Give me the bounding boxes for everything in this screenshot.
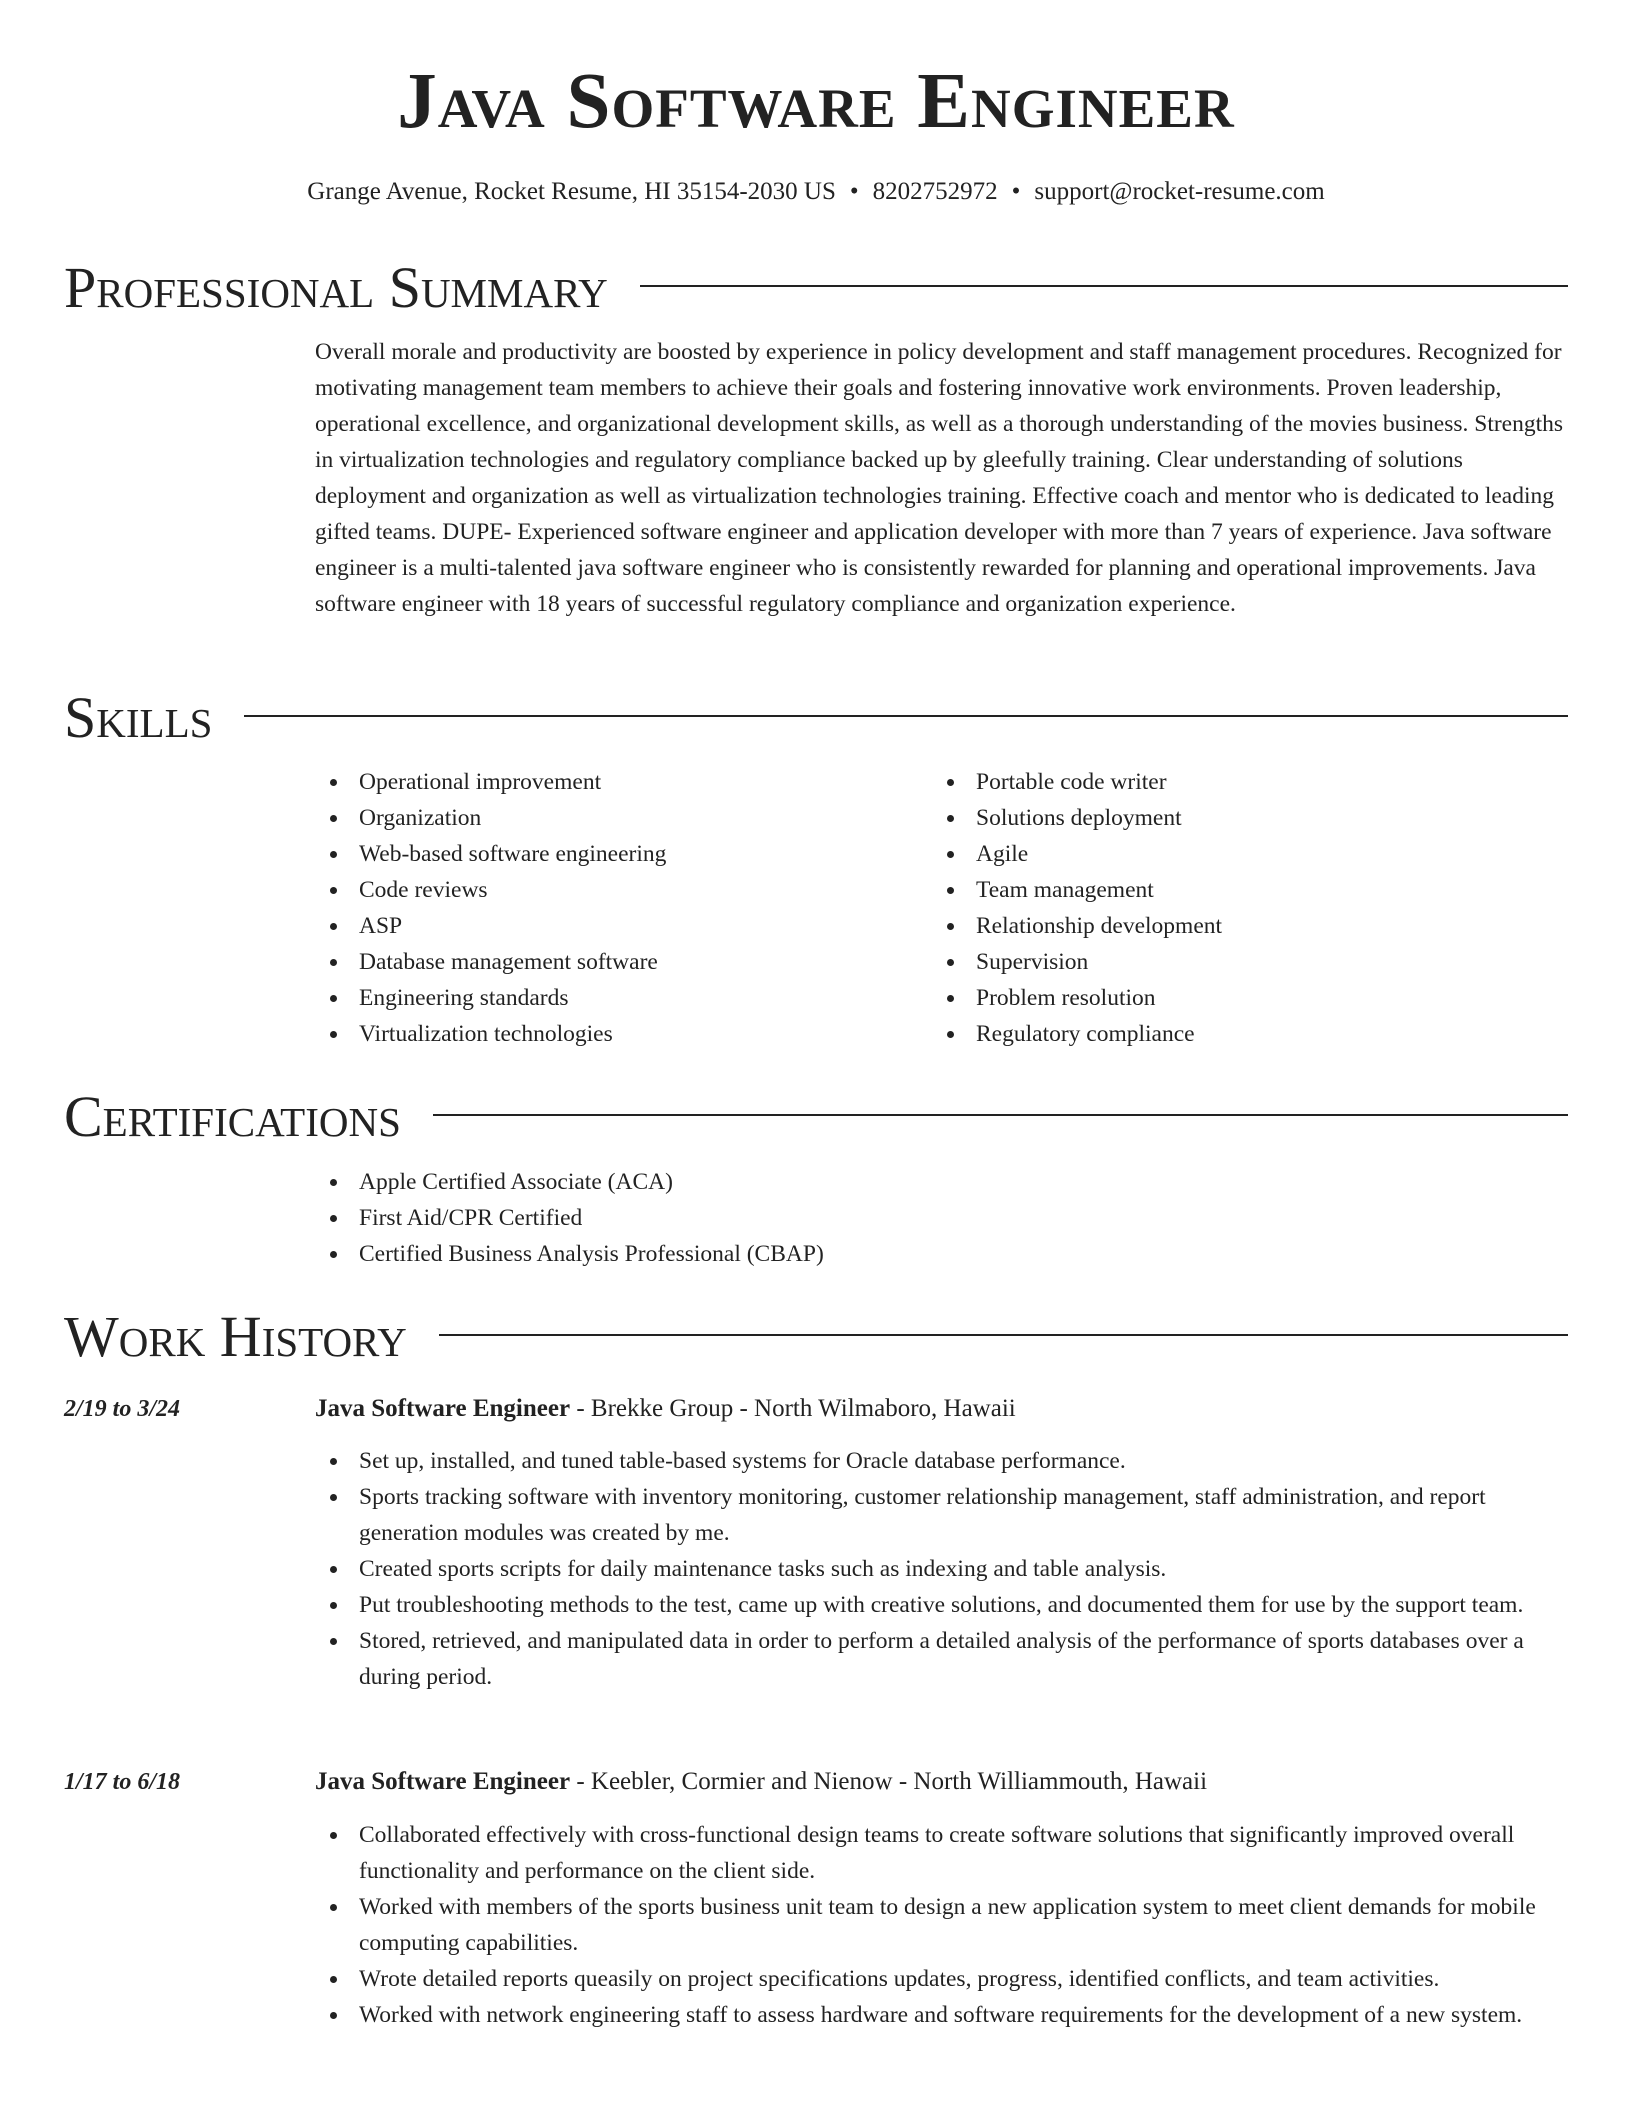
job-dates: 1/17 to 6/18 [64,1769,181,1795]
job-dates: 2/19 to 3/24 [64,1396,181,1422]
certifications-heading: Certifications [64,1084,401,1149]
candidate-name: Java Software Engineer [397,58,1235,145]
skills-section-header [64,685,1568,750]
certifications-list [315,1164,1568,1272]
section-divider [640,285,1568,287]
skill-item: Engineering standards [315,980,915,1016]
summary-text: Overall morale and productivity are boosted by experience in policy development and staff management procedures. Recognized for motivating management team members to achieve their goals and fostering innovative work environments. Proven leadership, operational excellence, and organizational development skills, as well as a thorough understanding of the movies business. Strengths in virtualization technologies and regulatory compliance backed up by gleefully training. Clear understanding of solutions deployment and organization as well as virtualization technologies training. Effective coach and mentor who is dedicated to leading gifted teams. DUPE- Experienced software engineer and application developer with more than 7 years of experience. Java software engineer is a multi-talented java software engineer who is consistently rewarded for planning and operational improvements. Java software engineer with 18 years of successful regulatory compliance and organization experience. [315,339,1564,617]
summary-section-header [64,255,1568,320]
skill-item: Team management [932,872,1532,908]
section-divider [244,715,1568,717]
job-heading [315,1391,1568,1427]
skill-item: Supervision [932,944,1532,980]
contact-phone: 8202752972 [872,178,998,205]
skills-list-right [932,764,1532,1052]
section-divider [433,1114,1568,1116]
job-title: Java Software Engineer [315,1768,571,1795]
skill-item: Code reviews [315,872,915,908]
certifications-section-header [64,1084,1568,1149]
skill-item: Virtualization technologies [315,1016,915,1052]
work-history-section-header [64,1304,1568,1369]
job-heading [315,1764,1568,1800]
job-bullet: Put troubleshooting methods to the test, came up with creative solutions, and documented them for use by the support team. [315,1587,1568,1623]
skill-item: Problem resolution [932,980,1532,1016]
skill-item: Agile [932,836,1532,872]
work-history-heading: Work History [64,1304,407,1369]
job-bullet: Worked with members of the sports business unit team to design a new application system to meet client demands for mobile computing capabilities. [315,1889,1568,1961]
certification-item: Certified Business Analysis Professional (CBAP) [315,1236,1568,1272]
skill-item: Operational improvement [315,764,915,800]
job-bullet: Sports tracking software with inventory monitoring, customer relationship management, staff administration, and report generation modules was created by me. [315,1479,1568,1551]
contact-email[interactable]: support@rocket-resume.com [1034,178,1325,205]
section-divider [439,1334,1568,1336]
job-bullet: Created sports scripts for daily maintenance tasks such as indexing and table analysis. [315,1551,1568,1587]
job-bullet-list [315,1443,1568,1695]
skill-item: Web-based software engineering [315,836,915,872]
contact-line [64,176,1568,208]
contact-address: Grange Avenue, Rocket Resume, HI 35154-2030 US [307,178,836,205]
job-bullet: Wrote detailed reports queasily on project specifications updates, progress, identified conflicts, and team activities. [315,1961,1568,1997]
summary-heading: Professional Summary [64,255,608,320]
job-employer-location: - Brekke Group - North Wilmaboro, Hawaii [570,1395,1016,1422]
job-bullet: Set up, installed, and tuned table-based systems for Oracle database performance. [315,1443,1568,1479]
contact-separator: • [849,178,859,205]
skill-item: Organization [315,800,915,836]
skill-item: Regulatory compliance [932,1016,1532,1052]
job-bullet: Stored, retrieved, and manipulated data in order to perform a detailed analysis of the performance of sports databases over a during period. [315,1623,1568,1695]
job-employer-location: - Keebler, Cormier and Nienow - North Williammouth, Hawaii [570,1768,1208,1795]
skill-item: Solutions deployment [932,800,1532,836]
certification-item: Apple Certified Associate (ACA) [315,1164,1568,1200]
job-bullet: Collaborated effectively with cross-functional design teams to create software solutions that significantly improved overall functionality and performance on the client side. [315,1817,1568,1889]
skills-heading: Skills [64,685,213,750]
skills-list-left [315,764,915,1052]
skill-item: Portable code writer [932,764,1532,800]
skill-item: Database management software [315,944,915,980]
job-bullet: Worked with network engineering staff to assess hardware and software requirements for the development of a new system. [315,1997,1568,2033]
skill-item: ASP [315,908,915,944]
contact-separator: • [1011,178,1021,205]
skill-item: Relationship development [932,908,1532,944]
job-title: Java Software Engineer [315,1395,571,1422]
job-bullet-list [315,1817,1568,2033]
certification-item: First Aid/CPR Certified [315,1200,1568,1236]
